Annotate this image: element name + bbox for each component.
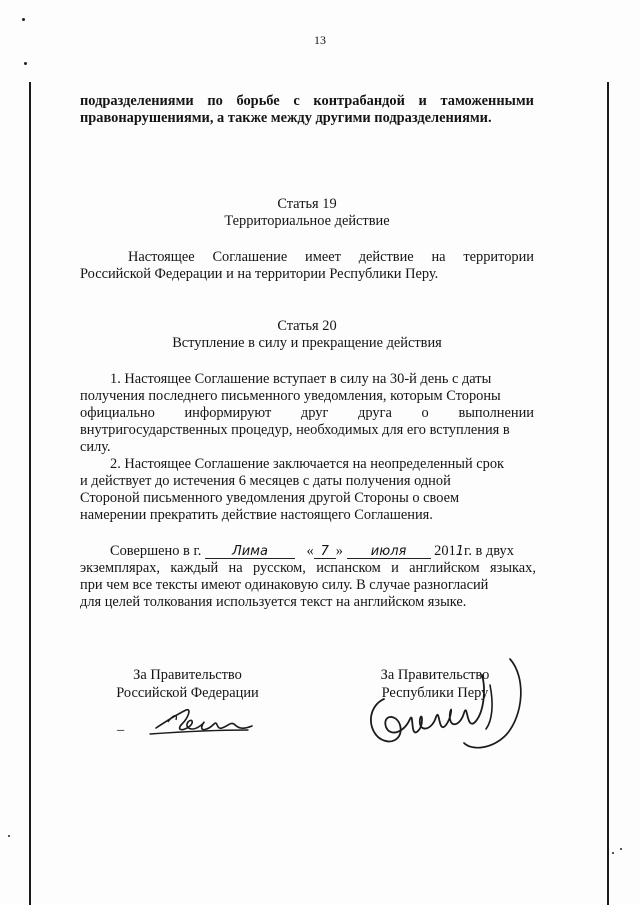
year-digit-handwritten: 1 xyxy=(455,544,465,559)
article-19-line-1 xyxy=(80,249,534,266)
year-suffix: г. в двух xyxy=(464,543,514,559)
word: выполнении xyxy=(458,405,534,421)
text-line: силу. xyxy=(80,439,111,455)
city-blank xyxy=(205,543,295,559)
month-handwritten: июля xyxy=(370,544,407,559)
word: контрабандой xyxy=(313,93,405,109)
closing-line-2 xyxy=(80,560,536,577)
article-20-paragraph-2 xyxy=(80,456,534,524)
done-in-label: Совершено в г. xyxy=(110,543,202,559)
day-handwritten: 7 xyxy=(320,544,329,559)
closing-line-4: для целей толкования используется текст на английском языке. xyxy=(80,594,467,610)
word: языках, xyxy=(490,560,536,576)
text-line: 2. Настоящее Соглашение заключается на неопределенный срок xyxy=(110,456,505,472)
signatory-line-1: За Правительство xyxy=(133,667,242,683)
word: Настоящее xyxy=(128,249,195,265)
month-blank xyxy=(347,543,431,559)
day-blank xyxy=(314,543,336,559)
word: друга xyxy=(358,405,392,421)
frame-border-left xyxy=(29,82,31,905)
signature-dash: – xyxy=(117,722,125,738)
year-prefix: 201 xyxy=(434,543,456,559)
closing-line-3: при чем все тексты имеют одинаковую силу. В случае разногласий xyxy=(80,577,489,593)
article-20-title: Вступление в силу и прекращение действия xyxy=(172,335,442,351)
word: имеет xyxy=(305,249,341,265)
closing-line-1 xyxy=(80,543,536,560)
word: каждый xyxy=(170,560,219,576)
article-19-title: Территориальное действие xyxy=(224,213,390,229)
word: испанском xyxy=(316,560,381,576)
signatory-line-2: Республики Перу xyxy=(381,685,489,701)
text-line: и действует до истечения 6 месяцев с даты получения одной xyxy=(80,473,451,489)
text-line: намерении прекратить действие настоящего Соглашения. xyxy=(80,507,433,523)
signature-russia xyxy=(148,700,258,748)
article-19-heading: Статья 19 xyxy=(277,196,337,212)
word: о xyxy=(421,405,429,421)
signature-peru xyxy=(360,655,530,755)
signatory-line-2: Российской Федерации xyxy=(116,685,259,701)
carryover-line-1 xyxy=(80,93,534,110)
word: английском xyxy=(409,560,480,576)
signatory-line-1: За Правительство xyxy=(380,667,490,683)
carryover-line-2: правонарушениями, а также между другими подразделениями. xyxy=(80,110,492,126)
scan-dot xyxy=(22,18,25,21)
word: таможенными xyxy=(440,93,534,109)
article-19-paragraph xyxy=(80,249,534,283)
frame-border-right xyxy=(607,82,609,905)
word: действие xyxy=(358,249,414,265)
text-line: получения последнего письменного уведомления, которым Стороны xyxy=(80,388,501,404)
closing-paragraph xyxy=(80,543,536,611)
article-19-line-2: Российской Федерации и на территории Республики Перу. xyxy=(80,266,439,282)
word: официально xyxy=(80,405,155,421)
word: друг xyxy=(300,405,329,421)
word: с xyxy=(293,93,300,109)
page-number: 13 xyxy=(314,33,326,47)
text-line: Стороной письменного уведомления другой Стороны о своем xyxy=(80,490,460,506)
quote-close: » xyxy=(335,543,343,559)
signature-block-russia xyxy=(100,666,275,702)
text-line xyxy=(80,405,534,422)
scan-dot xyxy=(620,848,622,850)
word: экземплярах, xyxy=(80,560,161,576)
word: Соглашение xyxy=(212,249,288,265)
carryover-paragraph xyxy=(80,93,534,127)
word: подразделениями xyxy=(80,93,194,109)
article-20-paragraph-1 xyxy=(80,371,534,456)
word: борьбе xyxy=(236,93,280,109)
word: территории xyxy=(463,249,534,265)
quote-open: « xyxy=(306,543,314,559)
word: на xyxy=(228,560,243,576)
scan-dot xyxy=(612,852,614,854)
word: по xyxy=(207,93,223,109)
text-line: 1. Настоящее Соглашение вступает в силу на 30-й день с даты xyxy=(110,371,492,387)
word: информируют xyxy=(184,405,272,421)
scan-dot xyxy=(8,835,10,837)
text-line: внутригосударственных процедур, необходимых для его вступления в xyxy=(80,422,510,438)
scan-dot xyxy=(24,62,27,65)
word: и xyxy=(418,93,427,109)
article-20-heading: Статья 20 xyxy=(277,318,337,334)
word: русском, xyxy=(252,560,306,576)
city-handwritten: Лима xyxy=(231,544,268,559)
word: и xyxy=(391,560,399,576)
word: на xyxy=(431,249,446,265)
